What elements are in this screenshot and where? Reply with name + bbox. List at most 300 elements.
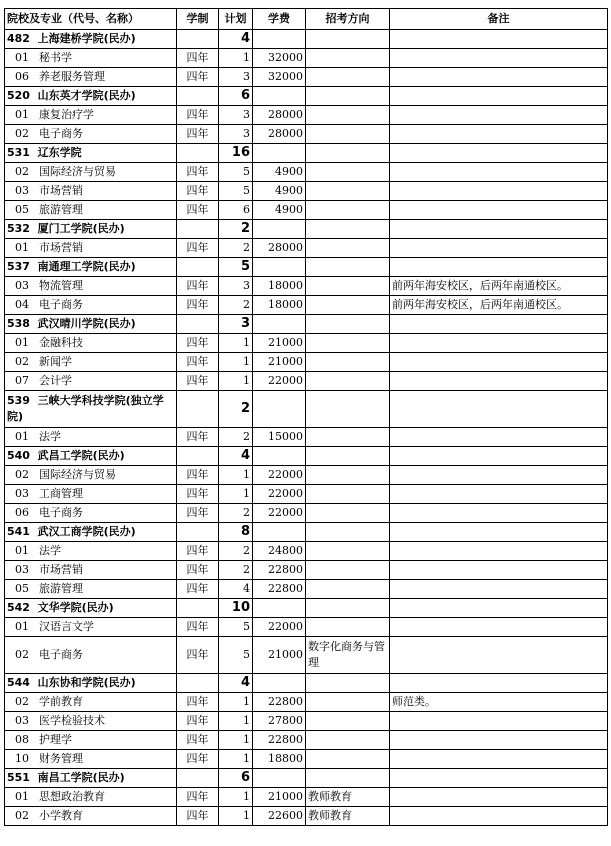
- school-name: [5, 315, 177, 334]
- school-fee: [253, 315, 306, 334]
- major-code: 03: [15, 714, 29, 727]
- major-note: [390, 239, 608, 258]
- school-direction: [306, 315, 390, 334]
- major-plan: 5: [219, 163, 253, 182]
- major-title: 国际经济与贸易: [39, 165, 116, 178]
- header-school-major: 院校及专业（代号、名称）: [5, 9, 177, 30]
- school-duration: [177, 87, 219, 106]
- school-name: [5, 144, 177, 163]
- admissions-plan-table: [4, 8, 608, 826]
- school-plan: 3: [219, 315, 253, 334]
- major-row: [5, 731, 608, 750]
- major-row: [5, 277, 608, 296]
- major-code: 01: [15, 620, 29, 633]
- major-direction: 教师教育: [306, 807, 390, 826]
- major-note: [390, 201, 608, 220]
- school-row: [5, 674, 608, 693]
- school-duration: [177, 674, 219, 693]
- major-row: [5, 504, 608, 523]
- major-plan: 5: [219, 637, 253, 674]
- major-name: [5, 353, 177, 372]
- major-code: 03: [15, 184, 29, 197]
- major-direction: [306, 49, 390, 68]
- major-name: [5, 239, 177, 258]
- school-direction: [306, 391, 390, 428]
- major-code: 06: [15, 70, 29, 83]
- major-plan: 6: [219, 201, 253, 220]
- school-direction: [306, 447, 390, 466]
- major-direction: [306, 239, 390, 258]
- major-title: 金融科技: [39, 336, 83, 349]
- major-direction: [306, 334, 390, 353]
- school-row: [5, 144, 608, 163]
- school-row: [5, 391, 608, 428]
- major-duration: 四年: [177, 693, 219, 712]
- major-code: 01: [15, 336, 29, 349]
- school-code: 541: [7, 525, 30, 538]
- major-name: [5, 49, 177, 68]
- major-title: 小学教育: [39, 809, 83, 822]
- school-note: [390, 144, 608, 163]
- major-duration: 四年: [177, 239, 219, 258]
- major-title: 工商管理: [39, 487, 83, 500]
- school-title: 南通理工学院(民办): [37, 260, 136, 273]
- major-note: [390, 466, 608, 485]
- major-name: [5, 637, 177, 674]
- major-name: [5, 428, 177, 447]
- school-duration: [177, 144, 219, 163]
- major-name: [5, 542, 177, 561]
- major-plan: 5: [219, 182, 253, 201]
- major-name: [5, 485, 177, 504]
- major-name: [5, 372, 177, 391]
- major-title: 旅游管理: [39, 203, 83, 216]
- major-title: 秘书学: [39, 51, 72, 64]
- major-row: [5, 712, 608, 731]
- major-direction: [306, 163, 390, 182]
- major-direction: [306, 372, 390, 391]
- major-fee: 21000: [253, 353, 306, 372]
- school-title: 武汉晴川学院(民办): [37, 317, 136, 330]
- school-row: [5, 258, 608, 277]
- major-plan: 1: [219, 693, 253, 712]
- major-direction: [306, 618, 390, 637]
- major-row: [5, 372, 608, 391]
- major-title: 市场营销: [39, 184, 83, 197]
- major-duration: 四年: [177, 561, 219, 580]
- major-plan: 3: [219, 277, 253, 296]
- school-fee: [253, 144, 306, 163]
- major-row: [5, 49, 608, 68]
- major-note: [390, 807, 608, 826]
- major-duration: 四年: [177, 542, 219, 561]
- school-fee: [253, 258, 306, 277]
- major-name: [5, 580, 177, 599]
- major-title: 电子商务: [39, 506, 83, 519]
- major-code: 01: [15, 51, 29, 64]
- major-row: [5, 201, 608, 220]
- school-row: [5, 523, 608, 542]
- school-row: [5, 447, 608, 466]
- major-title: 学前教育: [39, 695, 83, 708]
- school-direction: [306, 674, 390, 693]
- school-fee: [253, 220, 306, 239]
- major-duration: 四年: [177, 428, 219, 447]
- major-duration: 四年: [177, 334, 219, 353]
- school-title: 上海建桥学院(民办): [37, 32, 136, 45]
- major-title: 旅游管理: [39, 582, 83, 595]
- major-row: [5, 807, 608, 826]
- major-plan: 3: [219, 106, 253, 125]
- major-fee: 15000: [253, 428, 306, 447]
- major-fee: 4900: [253, 182, 306, 201]
- school-duration: [177, 769, 219, 788]
- major-duration: 四年: [177, 49, 219, 68]
- school-plan: 6: [219, 87, 253, 106]
- major-plan: 1: [219, 49, 253, 68]
- school-direction: [306, 769, 390, 788]
- major-direction: [306, 428, 390, 447]
- school-title: 武汉工商学院(民办): [37, 525, 136, 538]
- major-code: 01: [15, 108, 29, 121]
- major-note: [390, 542, 608, 561]
- major-duration: 四年: [177, 296, 219, 315]
- major-duration: 四年: [177, 580, 219, 599]
- major-fee: 22800: [253, 561, 306, 580]
- major-direction: [306, 201, 390, 220]
- major-direction: [306, 561, 390, 580]
- major-duration: 四年: [177, 68, 219, 87]
- school-plan: 2: [219, 391, 253, 428]
- major-name: [5, 125, 177, 144]
- major-title: 财务管理: [39, 752, 83, 765]
- major-direction: [306, 580, 390, 599]
- school-direction: [306, 220, 390, 239]
- major-plan: 1: [219, 788, 253, 807]
- school-title: 辽东学院: [37, 146, 82, 159]
- school-direction: [306, 258, 390, 277]
- major-row: [5, 750, 608, 769]
- school-plan: 2: [219, 220, 253, 239]
- major-direction: [306, 277, 390, 296]
- major-row: [5, 788, 608, 807]
- major-note: 前两年海安校区，后两年南通校区。: [390, 277, 608, 296]
- school-note: [390, 87, 608, 106]
- major-fee: 27800: [253, 712, 306, 731]
- major-code: 03: [15, 279, 29, 292]
- school-title: 文华学院(民办): [37, 601, 114, 614]
- major-code: 05: [15, 203, 29, 216]
- major-row: [5, 466, 608, 485]
- major-row: [5, 542, 608, 561]
- major-fee: 28000: [253, 239, 306, 258]
- major-direction: [306, 353, 390, 372]
- major-plan: 2: [219, 542, 253, 561]
- major-code: 02: [15, 165, 29, 178]
- major-note: [390, 504, 608, 523]
- school-duration: [177, 599, 219, 618]
- major-title: 康复治疗学: [39, 108, 94, 121]
- school-direction: [306, 599, 390, 618]
- major-plan: 1: [219, 807, 253, 826]
- major-note: [390, 428, 608, 447]
- school-note: [390, 315, 608, 334]
- major-plan: 5: [219, 618, 253, 637]
- major-code: 02: [15, 468, 29, 481]
- major-title: 养老服务管理: [39, 70, 105, 83]
- school-title: 厦门工学院(民办): [37, 222, 125, 235]
- major-name: [5, 182, 177, 201]
- major-direction: [306, 542, 390, 561]
- school-plan: 4: [219, 30, 253, 49]
- major-fee: 21000: [253, 334, 306, 353]
- major-direction: [306, 296, 390, 315]
- school-code: 531: [7, 146, 30, 159]
- major-duration: 四年: [177, 125, 219, 144]
- school-title: 山东协和学院(民办): [37, 676, 136, 689]
- major-code: 02: [15, 355, 29, 368]
- major-fee: 21000: [253, 788, 306, 807]
- school-title: 南昌工学院(民办): [37, 771, 125, 784]
- major-duration: 四年: [177, 618, 219, 637]
- school-fee: [253, 674, 306, 693]
- major-fee: 22000: [253, 466, 306, 485]
- header-duration: 学制: [177, 9, 219, 30]
- major-fee: 28000: [253, 125, 306, 144]
- school-duration: [177, 447, 219, 466]
- major-code: 01: [15, 544, 29, 557]
- major-row: [5, 68, 608, 87]
- major-row: [5, 693, 608, 712]
- major-code: 10: [15, 752, 29, 765]
- major-name: [5, 693, 177, 712]
- major-title: 新闻学: [39, 355, 72, 368]
- major-plan: 2: [219, 504, 253, 523]
- school-duration: [177, 30, 219, 49]
- school-code: 540: [7, 449, 30, 462]
- major-row: [5, 239, 608, 258]
- major-fee: 32000: [253, 49, 306, 68]
- major-note: [390, 182, 608, 201]
- major-code: 01: [15, 430, 29, 443]
- major-note: [390, 580, 608, 599]
- major-note: [390, 163, 608, 182]
- school-title: 山东英才学院(民办): [37, 89, 136, 102]
- major-fee: 22000: [253, 504, 306, 523]
- school-row: [5, 599, 608, 618]
- school-name: [5, 30, 177, 49]
- major-fee: 22600: [253, 807, 306, 826]
- school-title: 武昌工学院(民办): [37, 449, 125, 462]
- major-duration: 四年: [177, 731, 219, 750]
- major-direction: [306, 68, 390, 87]
- school-code: 542: [7, 601, 30, 614]
- major-row: [5, 637, 608, 674]
- major-title: 电子商务: [39, 298, 83, 311]
- school-fee: [253, 523, 306, 542]
- school-code: 482: [7, 32, 30, 45]
- major-fee: 24800: [253, 542, 306, 561]
- major-code: 02: [15, 648, 29, 661]
- major-duration: 四年: [177, 637, 219, 674]
- major-code: 05: [15, 582, 29, 595]
- school-direction: [306, 523, 390, 542]
- major-name: [5, 561, 177, 580]
- major-note: [390, 372, 608, 391]
- major-row: [5, 334, 608, 353]
- major-direction: 数字化商务与管理: [306, 637, 390, 674]
- major-fee: 4900: [253, 163, 306, 182]
- major-row: [5, 618, 608, 637]
- school-name: [5, 258, 177, 277]
- school-code: 544: [7, 676, 30, 689]
- major-code: 02: [15, 127, 29, 140]
- major-duration: 四年: [177, 372, 219, 391]
- major-plan: 4: [219, 580, 253, 599]
- major-row: [5, 353, 608, 372]
- school-plan: 6: [219, 769, 253, 788]
- school-name: [5, 87, 177, 106]
- major-duration: 四年: [177, 201, 219, 220]
- major-fee: 22800: [253, 731, 306, 750]
- major-direction: [306, 731, 390, 750]
- major-fee: 22000: [253, 485, 306, 504]
- major-plan: 1: [219, 750, 253, 769]
- school-row: [5, 87, 608, 106]
- header-fee: 学费: [253, 9, 306, 30]
- major-note: [390, 334, 608, 353]
- school-fee: [253, 87, 306, 106]
- major-title: 汉语言文学: [39, 620, 94, 633]
- major-plan: 1: [219, 466, 253, 485]
- major-row: [5, 163, 608, 182]
- major-row: [5, 182, 608, 201]
- major-code: 03: [15, 563, 29, 576]
- major-plan: 3: [219, 68, 253, 87]
- major-note: [390, 68, 608, 87]
- major-duration: 四年: [177, 106, 219, 125]
- major-title: 市场营销: [39, 241, 83, 254]
- major-title: 医学检验技术: [39, 714, 105, 727]
- major-title: 思想政治教育: [39, 790, 105, 803]
- school-code: 520: [7, 89, 30, 102]
- school-row: [5, 30, 608, 49]
- major-fee: 32000: [253, 68, 306, 87]
- major-note: [390, 485, 608, 504]
- major-duration: 四年: [177, 504, 219, 523]
- header-row: [5, 9, 608, 30]
- school-name: [5, 447, 177, 466]
- major-plan: 1: [219, 372, 253, 391]
- major-code: 01: [15, 790, 29, 803]
- major-note: [390, 49, 608, 68]
- major-fee: 22800: [253, 693, 306, 712]
- major-title: 物流管理: [39, 279, 83, 292]
- school-plan: 5: [219, 258, 253, 277]
- major-name: [5, 618, 177, 637]
- major-title: 电子商务: [39, 127, 83, 140]
- school-name: [5, 674, 177, 693]
- major-name: [5, 106, 177, 125]
- major-note: 前两年海安校区，后两年南通校区。: [390, 296, 608, 315]
- header-direction: 招考方向: [306, 9, 390, 30]
- school-plan: 4: [219, 447, 253, 466]
- major-name: [5, 504, 177, 523]
- major-name: [5, 750, 177, 769]
- major-note: [390, 561, 608, 580]
- school-note: [390, 674, 608, 693]
- major-duration: 四年: [177, 163, 219, 182]
- school-duration: [177, 220, 219, 239]
- major-fee: 4900: [253, 201, 306, 220]
- school-name: [5, 599, 177, 618]
- major-direction: [306, 693, 390, 712]
- header-note: 备注: [390, 9, 608, 30]
- major-name: [5, 466, 177, 485]
- major-code: 01: [15, 241, 29, 254]
- major-duration: 四年: [177, 750, 219, 769]
- major-plan: 2: [219, 296, 253, 315]
- major-fee: 18000: [253, 277, 306, 296]
- major-note: [390, 353, 608, 372]
- school-duration: [177, 258, 219, 277]
- major-plan: 2: [219, 561, 253, 580]
- major-title: 法学: [39, 544, 61, 557]
- major-code: 08: [15, 733, 29, 746]
- major-row: [5, 580, 608, 599]
- major-name: [5, 334, 177, 353]
- school-code: 551: [7, 771, 30, 784]
- major-direction: [306, 712, 390, 731]
- major-name: [5, 68, 177, 87]
- major-duration: 四年: [177, 485, 219, 504]
- school-note: [390, 30, 608, 49]
- major-title: 会计学: [39, 374, 72, 387]
- school-row: [5, 315, 608, 334]
- major-fee: 28000: [253, 106, 306, 125]
- major-plan: 1: [219, 731, 253, 750]
- major-fee: 22000: [253, 618, 306, 637]
- major-title: 市场营销: [39, 563, 83, 576]
- major-row: [5, 485, 608, 504]
- school-plan: 10: [219, 599, 253, 618]
- major-note: [390, 618, 608, 637]
- major-plan: 1: [219, 485, 253, 504]
- school-code: 539: [7, 394, 30, 407]
- header-plan: 计划: [219, 9, 253, 30]
- major-row: [5, 296, 608, 315]
- major-duration: 四年: [177, 466, 219, 485]
- school-note: [390, 258, 608, 277]
- major-name: [5, 296, 177, 315]
- school-note: [390, 447, 608, 466]
- table-body: [5, 30, 608, 826]
- major-code: 06: [15, 506, 29, 519]
- school-name: [5, 523, 177, 542]
- major-title: 法学: [39, 430, 61, 443]
- major-direction: [306, 466, 390, 485]
- school-name: [5, 220, 177, 239]
- major-name: [5, 731, 177, 750]
- major-duration: 四年: [177, 788, 219, 807]
- school-duration: [177, 391, 219, 428]
- major-name: [5, 201, 177, 220]
- major-name: [5, 277, 177, 296]
- major-row: [5, 106, 608, 125]
- major-fee: 22000: [253, 372, 306, 391]
- school-note: [390, 523, 608, 542]
- major-row: [5, 428, 608, 447]
